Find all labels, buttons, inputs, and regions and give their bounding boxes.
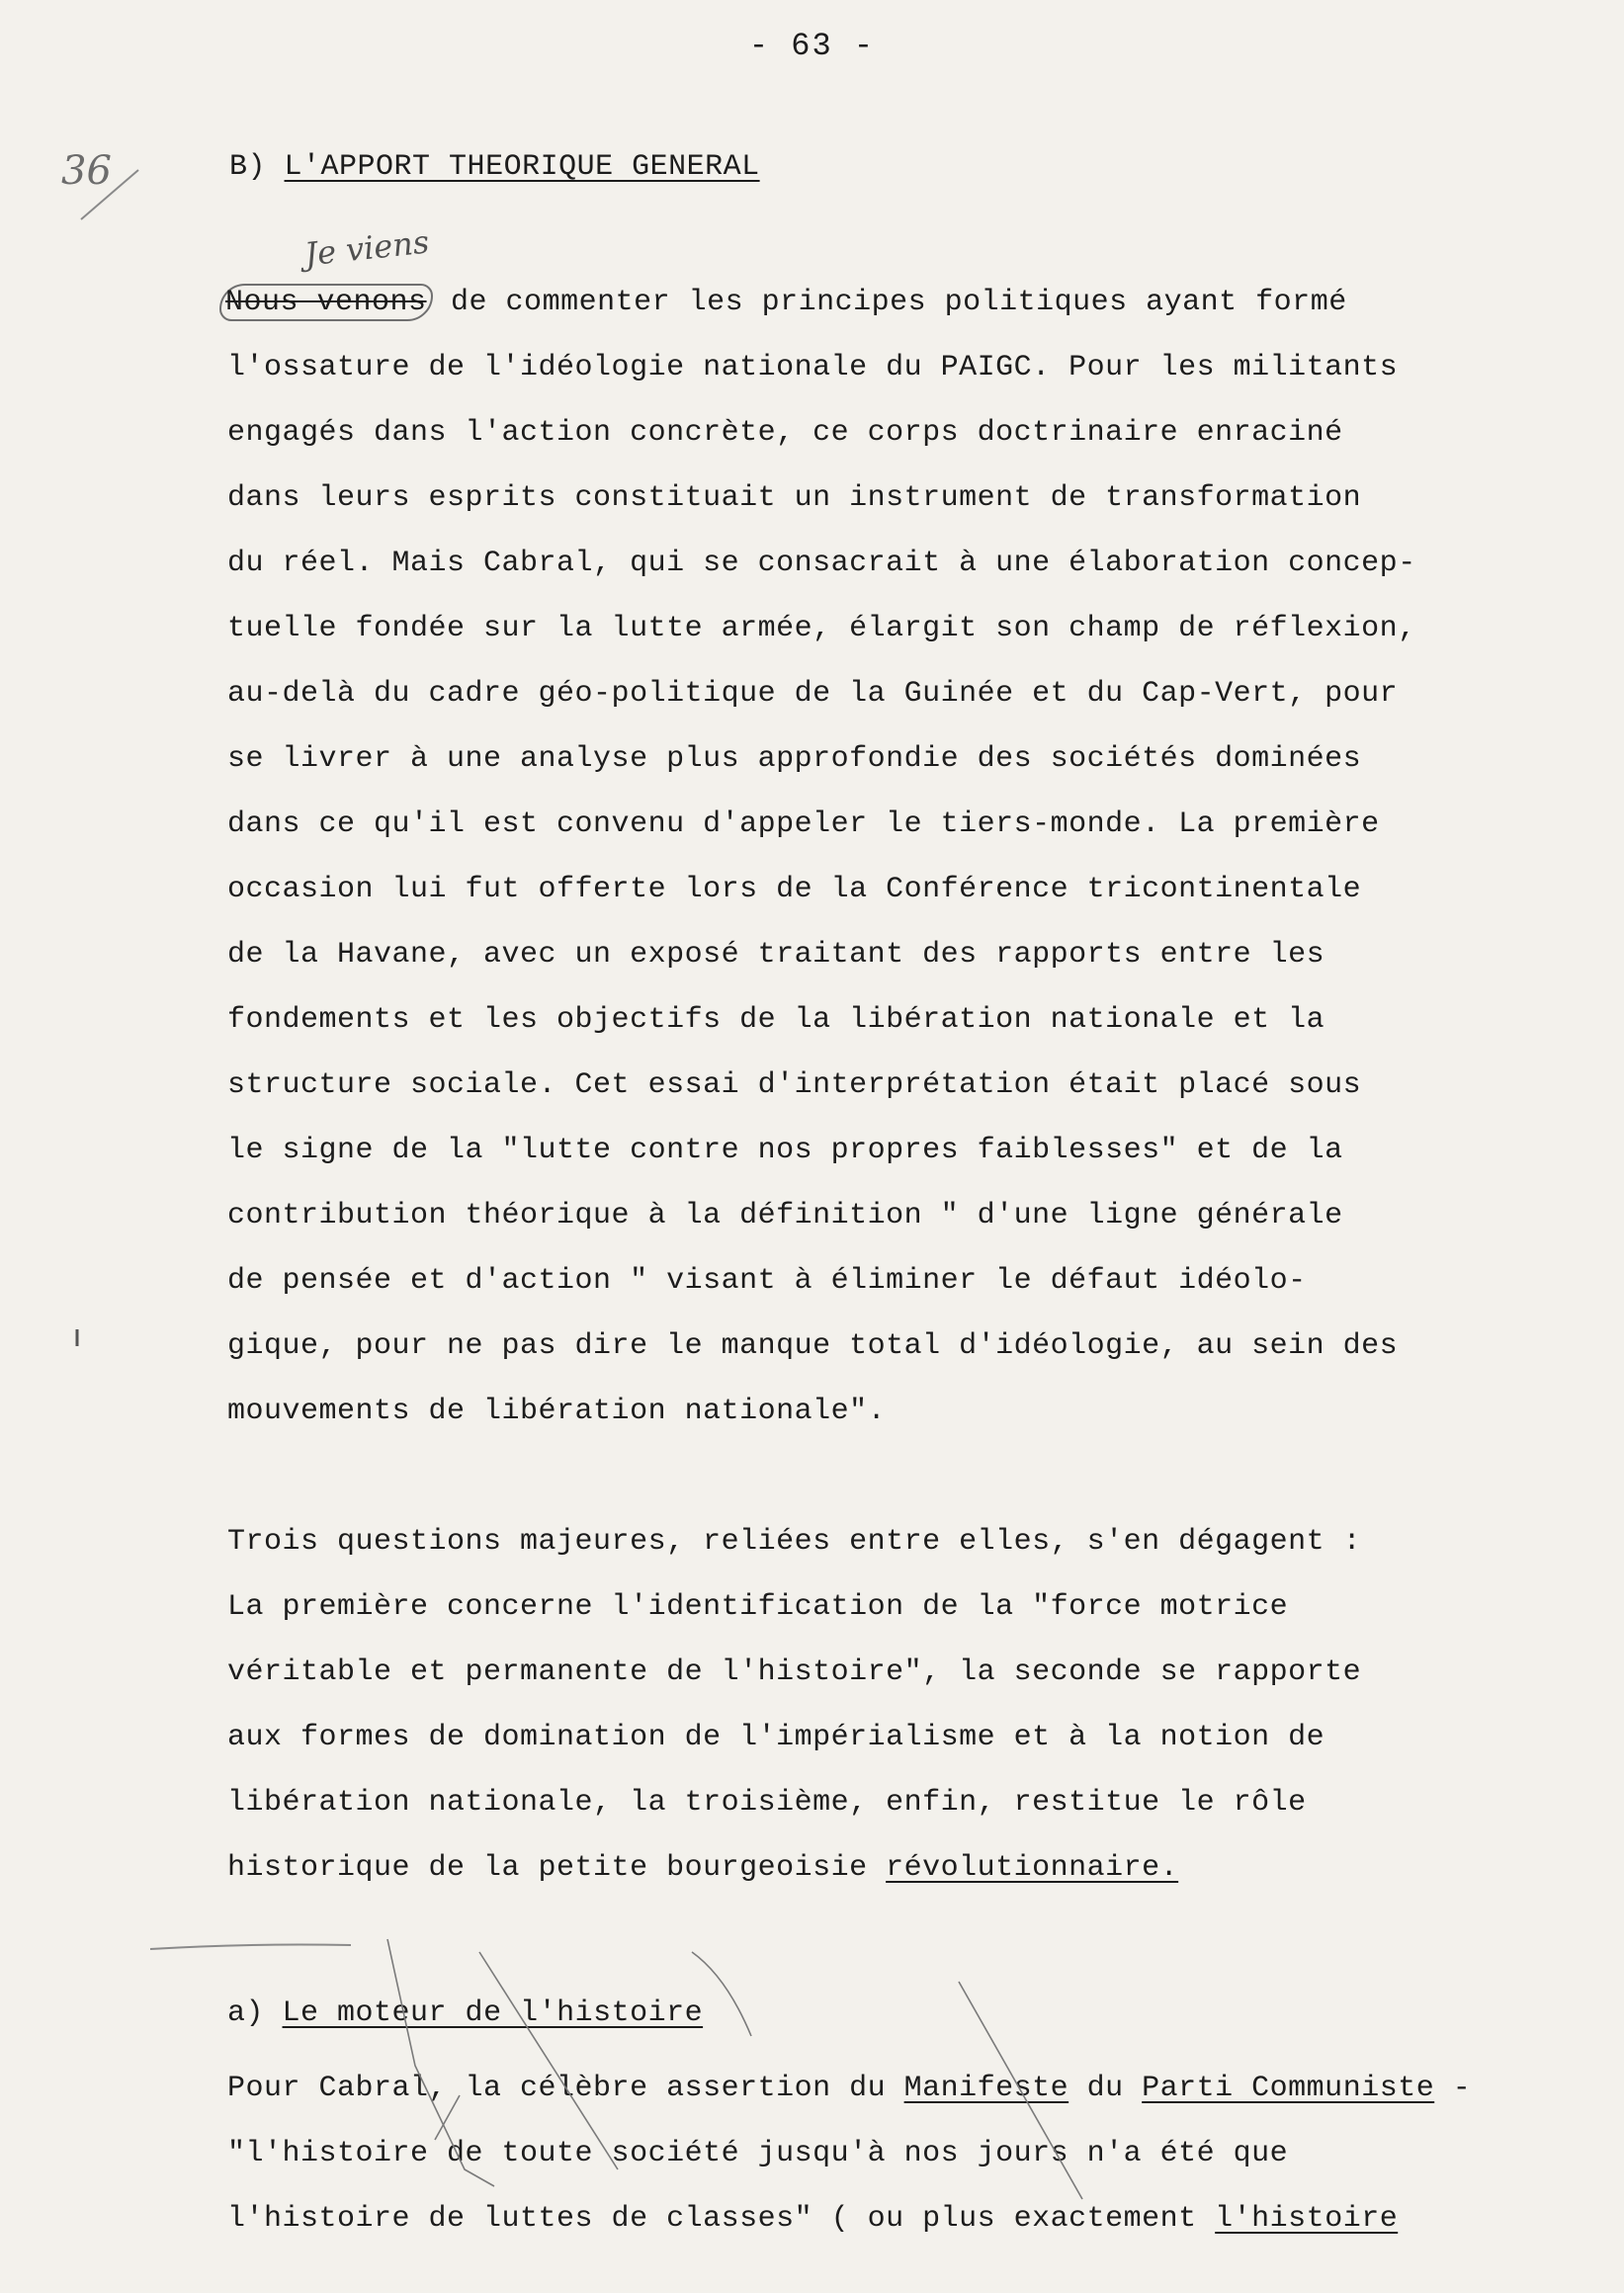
- first-line-text: de commenter les principes politiques ayant formé: [432, 286, 1347, 319]
- paragraph-line: occasion lui fut offerte lors de la Conférence tricontinentale: [227, 873, 1362, 906]
- subsection-title: Le moteur de l'histoire: [282, 1996, 704, 2030]
- paragraph-line: au-delà du cadre géo-politique de la Guinée et du Cap-Vert, pour: [227, 677, 1399, 711]
- line-segment: du: [1068, 2072, 1143, 2105]
- margin-note: 36: [61, 148, 112, 194]
- paragraph-line: gique, pour ne pas dire le manque total d'idéologie, au sein des: [227, 1329, 1399, 1363]
- page-number: - 63 -: [748, 28, 876, 64]
- paragraph-line: engagés dans l'action concrète, ce corps doctrinaire enraciné: [227, 416, 1343, 450]
- paragraph-line: dans leurs esprits constituait un instrument de transformation: [227, 481, 1362, 515]
- margin-slash-mark: [81, 170, 138, 219]
- last-line-start: historique de la petite bourgeoisie: [227, 1851, 887, 1885]
- paragraph-line: se livrer à une analyse plus approfondie des sociétés dominées: [227, 742, 1362, 776]
- paragraph-line: "l'histoire de toute société jusqu'à nos jours n'a été que: [227, 2137, 1289, 2170]
- paragraph-line: le signe de la "lutte contre nos propres faiblesses" et de la: [227, 1134, 1343, 1167]
- underlined-word: l'histoire: [1215, 2202, 1399, 2236]
- subsection-prefix: a): [227, 1996, 265, 2030]
- paragraph-line: de pensée et d'action " visant à éliminer le défaut idéolo-: [227, 1264, 1307, 1298]
- paragraph-line: fondements et les objectifs de la libération nationale et la: [227, 1003, 1325, 1037]
- underlined-title: Manifeste: [903, 2072, 1069, 2105]
- paragraph-line: du réel. Mais Cabral, qui se consacrait à une élaboration concep-: [227, 547, 1416, 580]
- cross-out-stroke: [692, 1952, 751, 2036]
- section-heading-prefix: B): [229, 150, 267, 184]
- line-segment: l'histoire de luttes de classes" ( ou plus exactement: [227, 2202, 1216, 2236]
- cross-out-stroke: [959, 1982, 1082, 2199]
- paragraph-line: mouvements de libération nationale".: [227, 1395, 887, 1428]
- underlined-word: révolutionnaire.: [886, 1851, 1179, 1885]
- separator-pencil-line: [150, 1945, 351, 1950]
- paragraph-line: libération nationale, la troisième, enfin, restitue le rôle: [227, 1786, 1307, 1820]
- paragraph-line: l'ossature de l'idéologie nationale du PAIGC. Pour les militants: [227, 351, 1399, 384]
- section-heading-title: L'APPORT THEORIQUE GENERAL: [284, 150, 760, 184]
- paragraph-line: Trois questions majeures, reliées entre elles, s'en dégagent :: [227, 1525, 1362, 1559]
- paragraph-line: véritable et permanente de l'histoire", la seconde se rapporte: [227, 1656, 1362, 1689]
- cross-out-stroke: [387, 1939, 494, 2186]
- underlined-title: Parti Communiste: [1142, 2072, 1435, 2105]
- paragraph-line: structure sociale. Cet essai d'interprétation était placé sous: [227, 1068, 1362, 1102]
- paragraph-line: aux formes de domination de l'impérialisme et à la notion de: [227, 1721, 1325, 1754]
- line-segment: -: [1434, 2072, 1472, 2105]
- struck-words: Nous venons: [225, 286, 427, 319]
- paragraph-line: contribution théorique à la définition " d'une ligne générale: [227, 1199, 1343, 1232]
- cross-out-stroke: [479, 1952, 618, 2169]
- paragraph-line: dans ce qu'il est convenu d'appeler le tiers-monde. La première: [227, 807, 1380, 841]
- paragraph-line: de la Havane, avec un exposé traitant des rapports entre les: [227, 938, 1325, 972]
- handwritten-correction: Je viens: [302, 222, 431, 274]
- paragraph-line: tuelle fondée sur la lutte armée, élargit son champ de réflexion,: [227, 612, 1416, 645]
- paragraph-line: La première concerne l'identification de la "force motrice: [227, 1590, 1289, 1624]
- line-segment: Pour Cabral, la célèbre assertion du: [227, 2072, 904, 2105]
